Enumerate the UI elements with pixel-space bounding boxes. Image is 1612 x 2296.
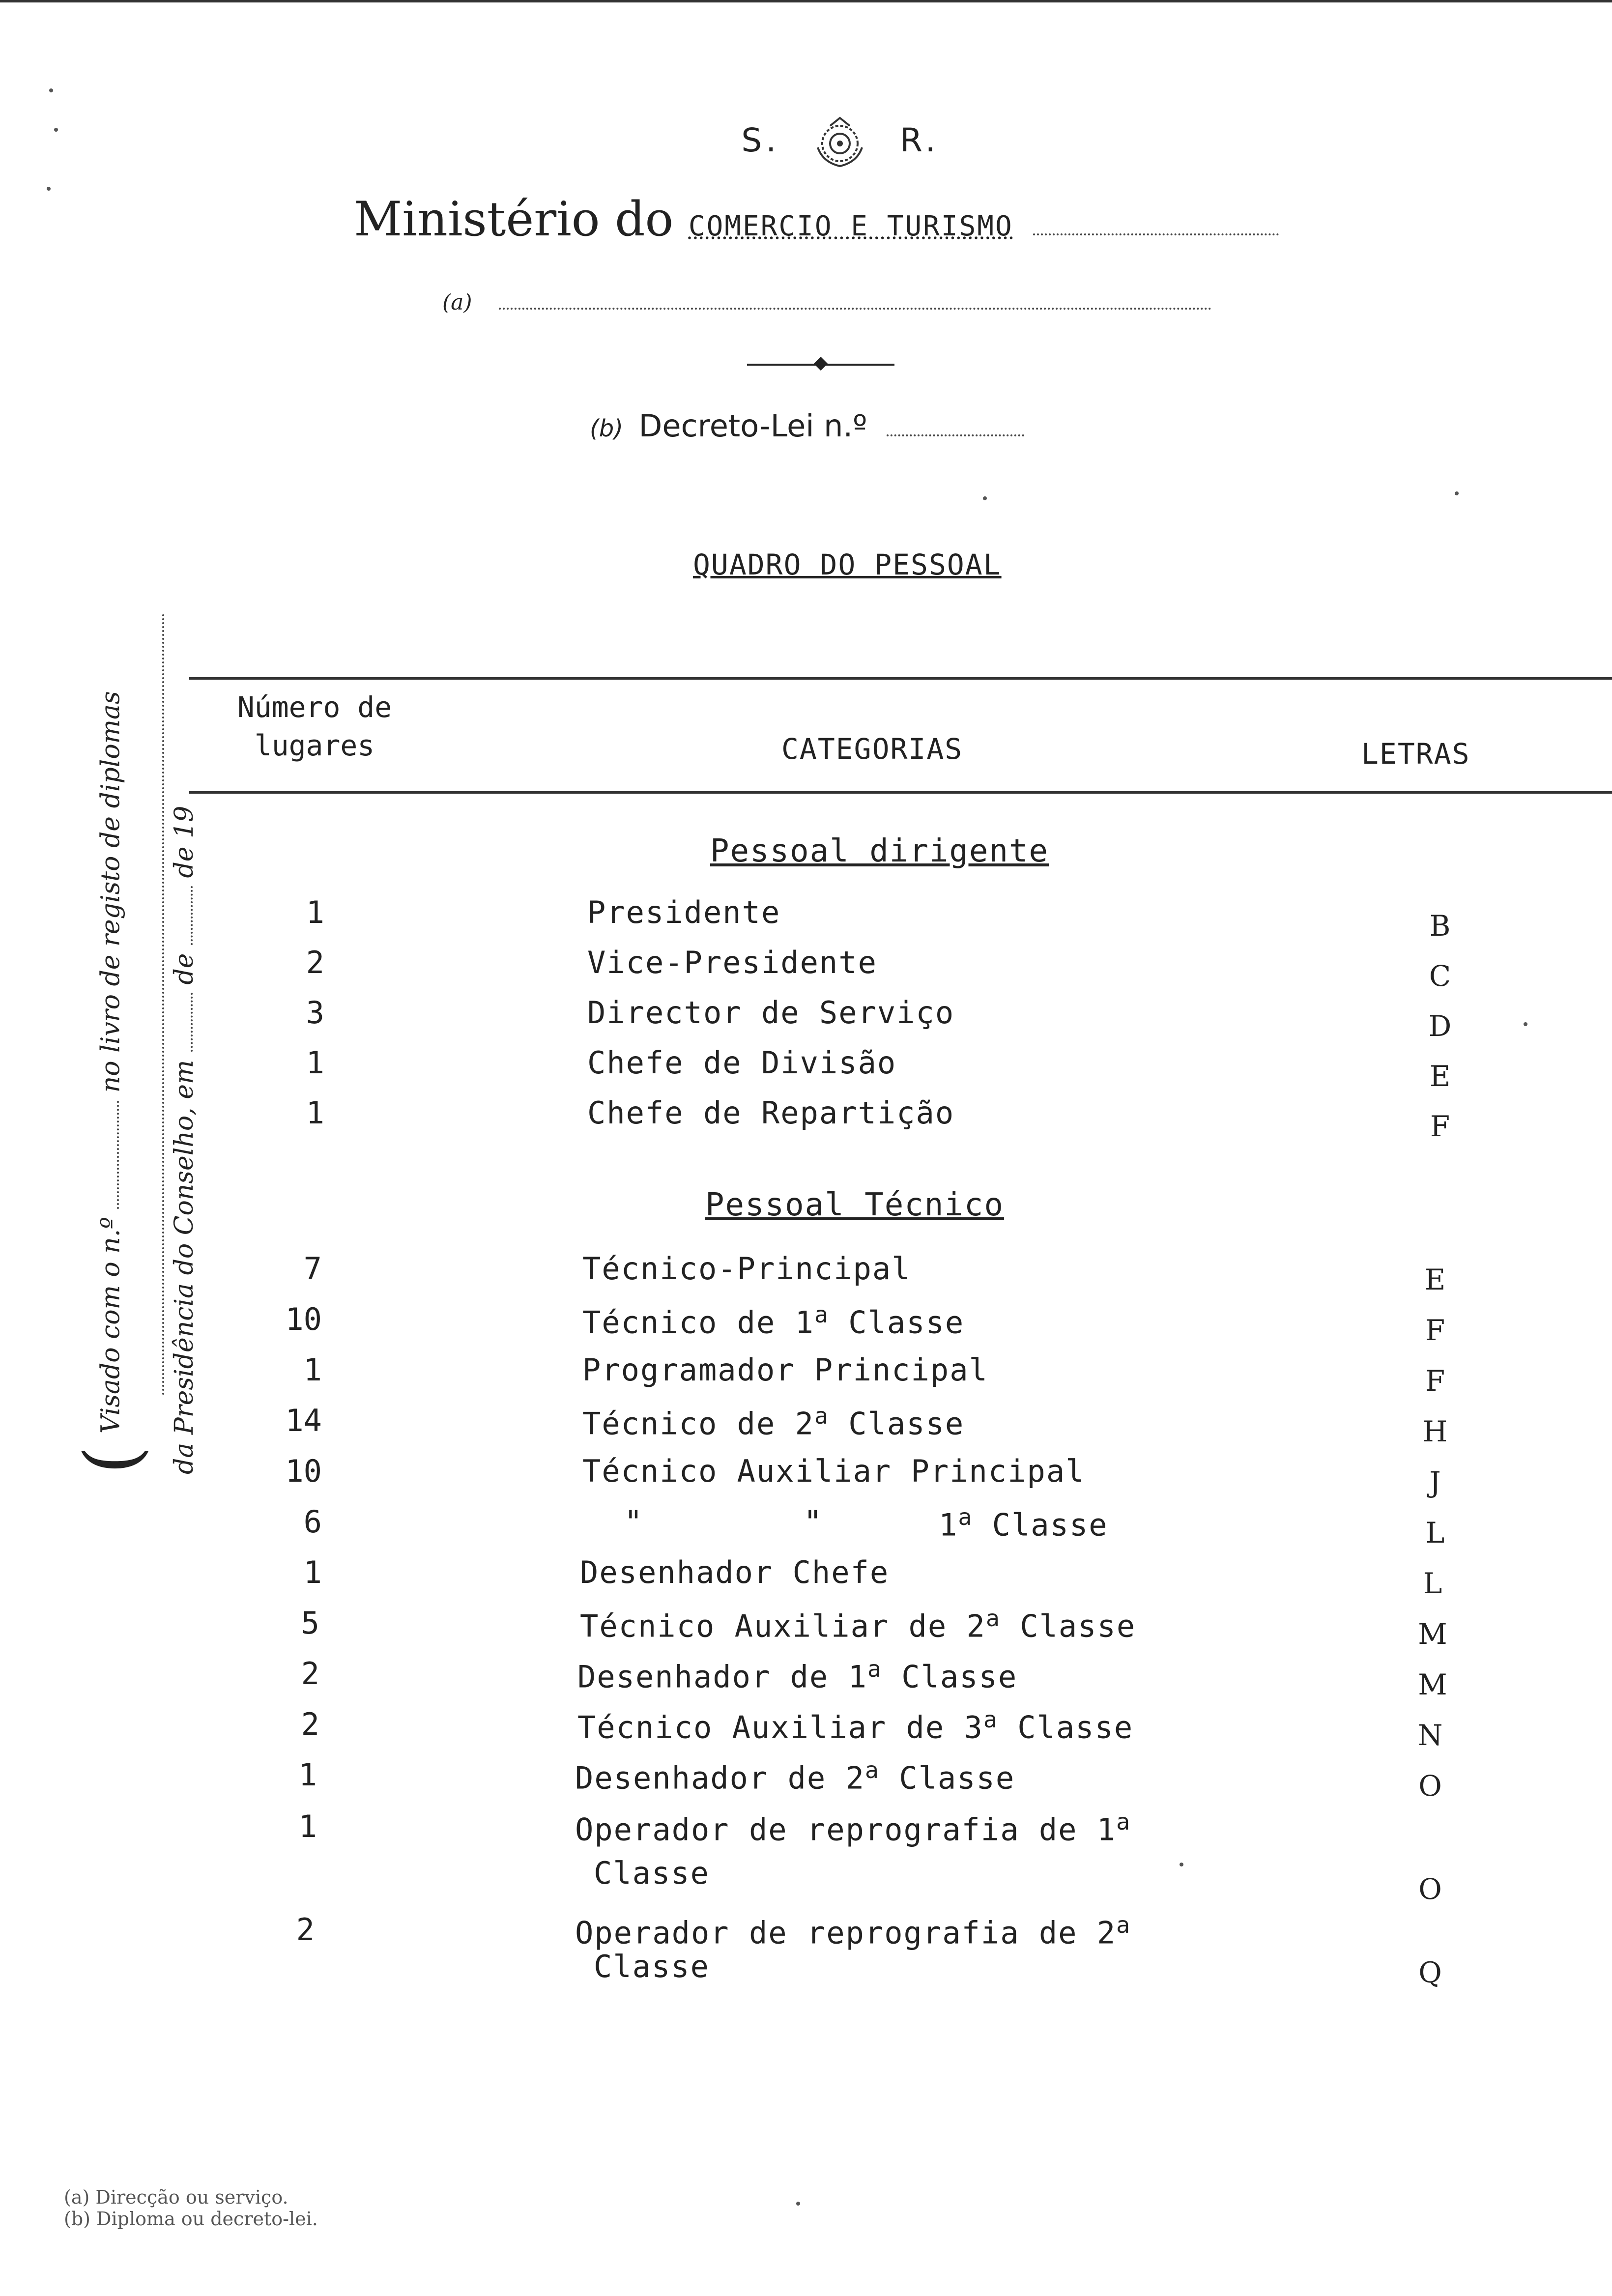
footnote-b: (b) Diploma ou decreto-lei. [64, 2208, 318, 2230]
ordinal-superscript: a [814, 1403, 829, 1429]
scan-speck [54, 128, 58, 132]
column-header-number-line1: Número de [237, 690, 392, 724]
margin-dotted-3 [191, 886, 193, 945]
ordinal-superscript: a [867, 1656, 882, 1682]
row-count: 3 [306, 995, 324, 1031]
ministry-prefix: Ministério do [354, 192, 674, 247]
seal-left-text: S. [741, 121, 780, 160]
section-title-tecnico: Pessoal Técnico [705, 1187, 1004, 1223]
margin-dotted-1 [117, 1101, 119, 1209]
margin-livro: no livro de registo de diplomas [96, 691, 126, 1093]
row-count: 6 [303, 1504, 322, 1540]
scan-speck [1455, 491, 1459, 495]
margin-note-line-2 [166, 590, 203, 1474]
row-category: Vice-Presidente [587, 945, 877, 980]
row-category-text: Técnico de 1 [582, 1304, 814, 1341]
row-category-line2: Classe [594, 1949, 710, 1984]
row-category [577, 1706, 1133, 1746]
diamond-ornament-icon [814, 357, 828, 371]
row-letter: L [1425, 1516, 1445, 1550]
column-header-number-line2: lugares [254, 729, 375, 763]
ministry-line [354, 192, 1279, 247]
row-category [575, 1757, 1015, 1796]
seal-header [703, 113, 978, 172]
decreto-label: Decreto-Lei n.º [638, 408, 867, 444]
margin-visado: Visado com o n.º [96, 1217, 126, 1434]
column-header-categories: CATEGORIAS [781, 732, 963, 766]
margin-de-1: de [169, 953, 199, 985]
footnote-a: (a) Direcção ou serviço. [64, 2186, 288, 2208]
row-category-suffix: Classe [998, 1709, 1134, 1746]
ditto-mark-1: " [624, 1504, 644, 1540]
row-count: 1 [298, 1808, 317, 1844]
ordinal-superscript: a [864, 1757, 880, 1783]
row-count: 14 [285, 1403, 322, 1438]
row-letter: L [1423, 1567, 1442, 1600]
row-letter: D [1428, 1009, 1452, 1043]
row-category: Técnico-Principal [582, 1251, 911, 1287]
seal-right-text: R. [900, 121, 940, 160]
row-category [580, 1605, 1136, 1644]
row-letter: F [1425, 1314, 1445, 1347]
row-category-text: Desenhador de 1 [577, 1659, 867, 1695]
row-category [575, 1912, 1131, 1951]
row-count: 5 [301, 1605, 319, 1641]
margin-presidencia: da Presidência do Conselho, em [169, 1060, 199, 1474]
ditto-mark-2: " [804, 1504, 823, 1540]
direction-line [442, 290, 1211, 315]
row-category [939, 1504, 1108, 1543]
ordinal-superscript: a [1116, 1808, 1131, 1835]
ordinal-superscript: a [985, 1605, 1001, 1632]
bracket-mark-icon: ( [69, 1445, 155, 1474]
row-category-text: Operador de reprografia de 1 [575, 1811, 1117, 1848]
decreto-line [590, 408, 1024, 444]
margin-registry-note [59, 590, 203, 1474]
row-category [582, 1301, 964, 1341]
scan-speck [1180, 1863, 1183, 1866]
row-category-text: Desenhador de 2 [575, 1760, 865, 1796]
row-category-suffix: Classe [973, 1507, 1108, 1543]
row-count: 1 [306, 1045, 324, 1081]
row-category [577, 1656, 1017, 1695]
margin-dotted-rule [162, 614, 164, 1396]
margin-de-19: de 19 [169, 805, 199, 878]
row-category-suffix: Classe [829, 1406, 965, 1442]
row-letter: O [1418, 1872, 1442, 1906]
section-title-dirigente: Pessoal dirigente [710, 833, 1049, 869]
scan-speck [49, 88, 53, 92]
row-letter: O [1418, 1769, 1442, 1803]
ornament-divider [747, 364, 894, 366]
margin-note-line-1 [59, 590, 166, 1474]
row-category-text: Técnico Auxiliar de 3 [577, 1709, 983, 1746]
row-category: Programador Principal [582, 1352, 988, 1388]
row-category-text: Operador de reprografia de 2 [575, 1915, 1117, 1951]
row-letter: E [1429, 1060, 1451, 1093]
row-letter: E [1424, 1263, 1446, 1296]
decreto-note-label: (b) [590, 415, 623, 442]
row-count: 7 [303, 1251, 322, 1287]
row-category-suffix: Classe [879, 1760, 1015, 1796]
row-count: 2 [301, 1656, 319, 1692]
row-count: 2 [301, 1706, 319, 1742]
row-letter: M [1418, 1668, 1447, 1701]
row-letter: F [1430, 1110, 1450, 1143]
row-category-text: Técnico Auxiliar de 2 [580, 1608, 986, 1644]
top-rule [0, 0, 1612, 2]
ministry-name: COMERCIO E TURISMO [688, 210, 1013, 242]
row-category: Desenhador Chefe [580, 1554, 890, 1590]
row-count: 1 [306, 894, 324, 930]
row-category: Director de Serviço [587, 995, 955, 1031]
ordinal-superscript: a [814, 1301, 829, 1328]
margin-dotted-2 [191, 993, 193, 1052]
row-count: 1 [298, 1757, 317, 1793]
row-category: Técnico Auxiliar Principal [582, 1453, 1085, 1489]
ordinal-superscript: a [983, 1706, 998, 1733]
ordinal-superscript: a [958, 1504, 973, 1530]
row-count: 1 [303, 1352, 322, 1388]
row-category-line2: Classe [594, 1855, 710, 1891]
direction-dotted-line [499, 308, 1211, 310]
row-category [575, 1808, 1131, 1848]
row-count: 1 [306, 1095, 324, 1131]
row-category-suffix: Classe [1000, 1608, 1136, 1644]
row-count: 2 [306, 945, 324, 980]
row-category-text: Técnico de 2 [582, 1406, 814, 1442]
row-category: Chefe de Divisão [587, 1045, 897, 1081]
row-letter: J [1429, 1465, 1441, 1499]
row-count: 1 [303, 1554, 322, 1590]
footnotes [64, 2187, 318, 2230]
decreto-dotted-line [887, 434, 1024, 436]
table-top-rule [189, 677, 1612, 680]
coat-of-arms-emblem [803, 113, 877, 172]
row-category: Presidente [587, 894, 781, 930]
row-letter: B [1429, 909, 1451, 943]
row-category-suffix: Classe [829, 1304, 965, 1341]
ordinal-superscript: a [1116, 1912, 1131, 1938]
row-category [582, 1403, 964, 1442]
page-title: QUADRO DO PESSOAL [693, 548, 1002, 581]
table-header-rule [189, 791, 1612, 794]
scan-speck [796, 2202, 800, 2206]
row-letter: F [1425, 1364, 1445, 1398]
row-letter: N [1417, 1719, 1443, 1752]
ministry-dotted-line [1033, 229, 1279, 235]
row-category-text: 1 [939, 1507, 958, 1543]
scan-speck [47, 187, 51, 191]
row-count: 10 [285, 1301, 322, 1337]
row-count: 2 [296, 1912, 315, 1948]
row-letter: H [1422, 1415, 1448, 1448]
row-letter: M [1418, 1617, 1447, 1651]
row-count: 10 [285, 1453, 322, 1489]
scan-speck [1524, 1022, 1527, 1026]
row-letter: C [1429, 959, 1451, 993]
column-header-number [221, 688, 408, 765]
row-category-suffix: Classe [882, 1659, 1018, 1695]
scan-speck [983, 496, 987, 500]
row-category: Chefe de Repartição [587, 1095, 955, 1131]
direction-label: (a) [442, 290, 472, 315]
column-header-letters: LETRAS [1361, 737, 1470, 771]
row-letter: Q [1418, 1956, 1442, 1989]
